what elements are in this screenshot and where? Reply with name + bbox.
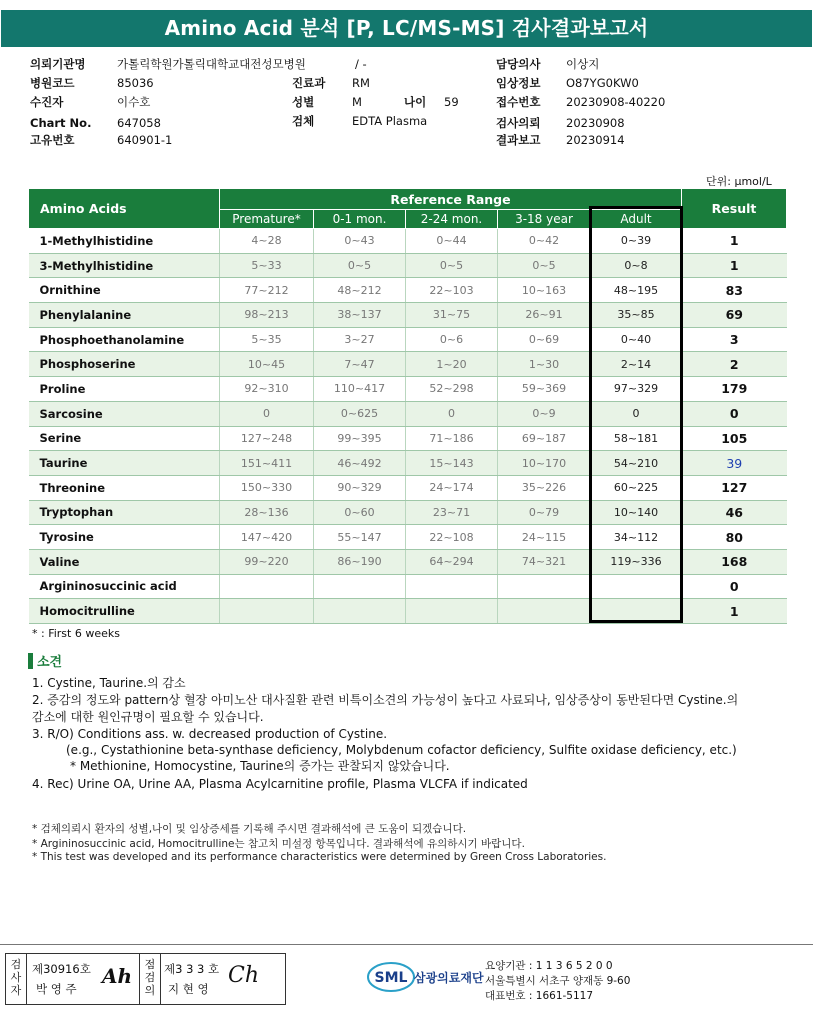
findings-heading-text: 소견: [37, 655, 63, 670]
ref-adult: 10~140: [591, 500, 682, 525]
receipt-value: 20230908-40220: [566, 95, 666, 109]
ref-premature: 92~310: [220, 377, 314, 402]
ref-premature: 28~136: [220, 500, 314, 525]
table-row: [29, 549, 787, 574]
tester-license: 제30916호: [32, 962, 91, 976]
reviewer-name: 지 현 영: [168, 982, 209, 996]
ref-3-18-year: [498, 599, 591, 624]
lab-address: 서울특별시 서초구 양재동 9-60: [485, 975, 631, 987]
result-value: 0: [682, 401, 787, 426]
result-value: 69: [682, 303, 787, 328]
ref-2-24-mon: 52~298: [406, 377, 498, 402]
result-value: 80: [682, 525, 787, 550]
age-value: 59: [444, 95, 459, 109]
ref-premature: 150~330: [220, 475, 314, 500]
ref-2-24-mon: [406, 599, 498, 624]
table-row: [29, 574, 787, 599]
ref-3-18-year: 26~91: [498, 303, 591, 328]
ref-0-1-mon: 46~492: [314, 451, 406, 476]
doctor-value: 이상지: [566, 57, 600, 71]
finding-line: 감소에 대한 원인규명이 필요할 수 있습니다.: [32, 710, 264, 724]
ref-3-18-year: 1~30: [498, 352, 591, 377]
amino-acid-name: Proline: [29, 377, 220, 402]
sex-label: 성별: [292, 95, 315, 109]
chart-label: Chart No.: [30, 116, 92, 130]
amino-acid-name: Argininosuccinic acid: [29, 574, 220, 599]
amino-acid-name: Phenylalanine: [29, 303, 220, 328]
ref-0-1-mon: 0~60: [314, 500, 406, 525]
ref-0-1-mon: 90~329: [314, 475, 406, 500]
sml-logo-icon: [366, 959, 416, 993]
ref-3-18-year: 0~5: [498, 253, 591, 278]
ref-premature: 4~28: [220, 229, 314, 254]
note-line: * 검체의뢰시 환자의 성별,나이 및 임상증세를 기록해 주시면 결과해석에 큰 도움이 되겠습니다.: [32, 823, 467, 835]
ref-adult: 2~14: [591, 352, 682, 377]
table-row: [29, 327, 787, 352]
ref-0-1-mon: 86~190: [314, 549, 406, 574]
ref-premature: [220, 599, 314, 624]
lab-name: 삼광의료재단: [414, 971, 484, 985]
ref-2-24-mon: 0~44: [406, 229, 498, 254]
ref-adult: 35~85: [591, 303, 682, 328]
ref-0-1-mon: [314, 574, 406, 599]
ref-adult: 0~8: [591, 253, 682, 278]
ref-0-1-mon: 55~147: [314, 525, 406, 550]
ref-adult: 48~195: [591, 278, 682, 303]
result-value: 168: [682, 549, 787, 574]
col-3-18-year: 3-18 year: [498, 210, 591, 229]
table-row: [29, 599, 787, 624]
ref-3-18-year: 24~115: [498, 525, 591, 550]
col-amino-acids: Amino Acids: [29, 189, 220, 229]
table-row: [29, 229, 787, 254]
ref-2-24-mon: 71~186: [406, 426, 498, 451]
hospital-code-value: 85036: [117, 76, 154, 90]
tester-name: 박 영 주: [36, 982, 77, 996]
ref-premature: 127~248: [220, 426, 314, 451]
recipient-label: 수진자: [30, 95, 64, 109]
table-row: [29, 377, 787, 402]
ref-3-18-year: 35~226: [498, 475, 591, 500]
ref-0-1-mon: 0~625: [314, 401, 406, 426]
ref-adult: 34~112: [591, 525, 682, 550]
table-row: [29, 500, 787, 525]
amino-acid-name: Ornithine: [29, 278, 220, 303]
amino-acid-name: Tryptophan: [29, 500, 220, 525]
dept-value: RM: [352, 76, 370, 90]
ref-adult: [591, 574, 682, 599]
ref-adult: 58~181: [591, 426, 682, 451]
clinical-label: 임상정보: [496, 76, 541, 90]
result-value: 1: [682, 599, 787, 624]
doctor-label: 담당의사: [496, 57, 541, 71]
amino-acid-name: Serine: [29, 426, 220, 451]
result-value: 1: [682, 253, 787, 278]
ref-3-18-year: 74~321: [498, 549, 591, 574]
col-2-24-mon: 2-24 mon.: [406, 210, 498, 229]
ref-0-1-mon: 3~27: [314, 327, 406, 352]
clinical-value: O87YG0KW0: [566, 76, 639, 90]
ref-premature: 0: [220, 401, 314, 426]
report-title: Amino Acid 분석 [P, LC/MS-MS] 검사결과보고서: [1, 10, 812, 47]
amino-acid-name: Phosphoethanolamine: [29, 327, 220, 352]
reviewer-signature: Ch: [228, 963, 260, 988]
amino-acid-table: [28, 188, 787, 624]
result-value: 127: [682, 475, 787, 500]
age-label: 나이: [404, 95, 427, 109]
ref-2-24-mon: 1~20: [406, 352, 498, 377]
report-date: 20230914: [566, 133, 625, 147]
finding-line: 2. 증감의 정도와 pattern상 혈장 아미노산 대사질환 관련 비특이소견의 가능성이 높다고 사료되나, 임상증상이 동반된다면 Cystine.의: [32, 693, 739, 707]
table-row: [29, 303, 787, 328]
ref-2-24-mon: 22~108: [406, 525, 498, 550]
finding-line: * Methionine, Homocystine, Taurine의 증가는 관찰되지 않았습니다.: [70, 759, 450, 773]
ref-0-1-mon: 38~137: [314, 303, 406, 328]
request-date: 20230908: [566, 116, 625, 130]
ref-2-24-mon: 0~5: [406, 253, 498, 278]
reviewer-license: 제3 3 3 호: [164, 962, 220, 976]
note-line: * Argininosuccinic acid, Homocitrulline는 참고치 미설정 항목입니다. 결과해석에 유의하시기 바랍니다.: [32, 838, 525, 850]
finding-line: 1. Cystine, Taurine.의 감소: [32, 676, 186, 690]
ref-3-18-year: 0~42: [498, 229, 591, 254]
result-value: 105: [682, 426, 787, 451]
amino-acid-name: Sarcosine: [29, 401, 220, 426]
findings-heading: [28, 651, 62, 670]
finding-line: 3. R/O) Conditions ass. w. decreased production of Cystine.: [32, 727, 388, 741]
ref-2-24-mon: [406, 574, 498, 599]
ref-adult: [591, 599, 682, 624]
table-row: [29, 401, 787, 426]
ref-2-24-mon: 0~6: [406, 327, 498, 352]
recipient-value: 이수호: [117, 95, 151, 109]
institution-label: 의뢰기관명: [30, 57, 86, 71]
table-row: [29, 525, 787, 550]
reviewer-label: 점 검 의: [144, 958, 156, 997]
table-row: [29, 426, 787, 451]
ref-adult: 60~225: [591, 475, 682, 500]
hospital-code-label: 병원코드: [30, 76, 75, 90]
result-value: 83: [682, 278, 787, 303]
ref-adult: 0~39: [591, 229, 682, 254]
ref-premature: [220, 574, 314, 599]
ref-3-18-year: [498, 574, 591, 599]
finding-line: (e.g., Cystathionine beta-synthase deficiency, Molybdenum cofactor deficiency, Sulfite oxidase deficiency, etc.): [66, 743, 737, 757]
ref-3-18-year: 0~69: [498, 327, 591, 352]
ref-2-24-mon: 64~294: [406, 549, 498, 574]
ref-2-24-mon: 23~71: [406, 500, 498, 525]
tester-label: 검 사 자: [10, 958, 22, 997]
ref-premature: 77~212: [220, 278, 314, 303]
request-label: 검사의뢰: [496, 116, 541, 130]
unit-label: 단위: μmol/L: [706, 175, 772, 188]
finding-line: 4. Rec) Urine OA, Urine AA, Plasma Acylcarnitine profile, Plasma VLCFA if indicated: [32, 777, 528, 791]
result-value: 3: [682, 327, 787, 352]
ref-0-1-mon: 0~5: [314, 253, 406, 278]
ref-0-1-mon: 0~43: [314, 229, 406, 254]
amino-acid-name: Homocitrulline: [29, 599, 220, 624]
ref-premature: 10~45: [220, 352, 314, 377]
lab-phone: 대표번호 : 1661-5117: [485, 990, 594, 1002]
col-adult: Adult: [591, 210, 682, 229]
sex-value: M: [352, 95, 362, 109]
result-value: 39: [682, 451, 787, 476]
result-value: 2: [682, 352, 787, 377]
ref-3-18-year: 59~369: [498, 377, 591, 402]
amino-acid-name: Phosphoserine: [29, 352, 220, 377]
table-row: [29, 451, 787, 476]
chart-value: 647058: [117, 116, 161, 130]
specimen-value: EDTA Plasma: [352, 114, 428, 128]
amino-acid-name: Threonine: [29, 475, 220, 500]
ref-2-24-mon: 31~75: [406, 303, 498, 328]
ref-premature: 99~220: [220, 549, 314, 574]
unique-label: 고유번호: [30, 133, 75, 147]
unique-value: 640901-1: [117, 133, 173, 147]
table-row: [29, 253, 787, 278]
table-row: [29, 278, 787, 303]
ref-premature: 98~213: [220, 303, 314, 328]
specimen-label: 검체: [292, 114, 315, 128]
ref-3-18-year: 69~187: [498, 426, 591, 451]
table-footnote: * : First 6 weeks: [32, 627, 120, 640]
lab-code: 요양기관 : 1 1 3 6 5 2 0 0: [485, 960, 613, 972]
ward-value: / -: [355, 57, 367, 71]
ref-premature: 5~33: [220, 253, 314, 278]
ref-2-24-mon: 0: [406, 401, 498, 426]
ref-3-18-year: 10~163: [498, 278, 591, 303]
col-premature: Premature*: [220, 210, 314, 229]
col-reference-range: Reference Range: [220, 189, 682, 210]
ref-0-1-mon: [314, 599, 406, 624]
ref-premature: 151~411: [220, 451, 314, 476]
logo-text: SML: [374, 970, 408, 986]
ref-3-18-year: 0~79: [498, 500, 591, 525]
ref-0-1-mon: 7~47: [314, 352, 406, 377]
ref-adult: 0: [591, 401, 682, 426]
receipt-label: 접수번호: [496, 95, 541, 109]
amino-acid-name: 1-Methylhistidine: [29, 229, 220, 254]
ref-2-24-mon: 24~174: [406, 475, 498, 500]
ref-adult: 0~40: [591, 327, 682, 352]
amino-acid-name: Tyrosine: [29, 525, 220, 550]
signature-box: [5, 953, 286, 1005]
report-label: 결과보고: [496, 133, 541, 147]
institution-value: 가톨릭학원가톨릭대학교대전성모병원: [117, 57, 306, 71]
findings-bar-icon: [28, 653, 33, 669]
ref-3-18-year: 10~170: [498, 451, 591, 476]
footer-divider: [0, 944, 813, 945]
ref-adult: 119~336: [591, 549, 682, 574]
result-value: 0: [682, 574, 787, 599]
ref-adult: 97~329: [591, 377, 682, 402]
dept-label: 진료과: [292, 76, 326, 90]
result-value: 46: [682, 500, 787, 525]
ref-adult: 54~210: [591, 451, 682, 476]
table-row: [29, 352, 787, 377]
ref-premature: 5~35: [220, 327, 314, 352]
amino-acid-name: Valine: [29, 549, 220, 574]
ref-0-1-mon: 99~395: [314, 426, 406, 451]
ref-0-1-mon: 110~417: [314, 377, 406, 402]
amino-acid-name: 3-Methylhistidine: [29, 253, 220, 278]
result-value: 179: [682, 377, 787, 402]
ref-0-1-mon: 48~212: [314, 278, 406, 303]
ref-2-24-mon: 15~143: [406, 451, 498, 476]
ref-2-24-mon: 22~103: [406, 278, 498, 303]
tester-signature: Ah: [102, 964, 133, 988]
result-value: 1: [682, 229, 787, 254]
table-row: [29, 475, 787, 500]
ref-premature: 147~420: [220, 525, 314, 550]
note-line: * This test was developed and its performance characteristics were determined by Green Cross Laboratories.: [32, 851, 607, 863]
amino-acid-name: Taurine: [29, 451, 220, 476]
ref-3-18-year: 0~9: [498, 401, 591, 426]
col-result: Result: [682, 189, 787, 229]
col-0-1-mon: 0-1 mon.: [314, 210, 406, 229]
